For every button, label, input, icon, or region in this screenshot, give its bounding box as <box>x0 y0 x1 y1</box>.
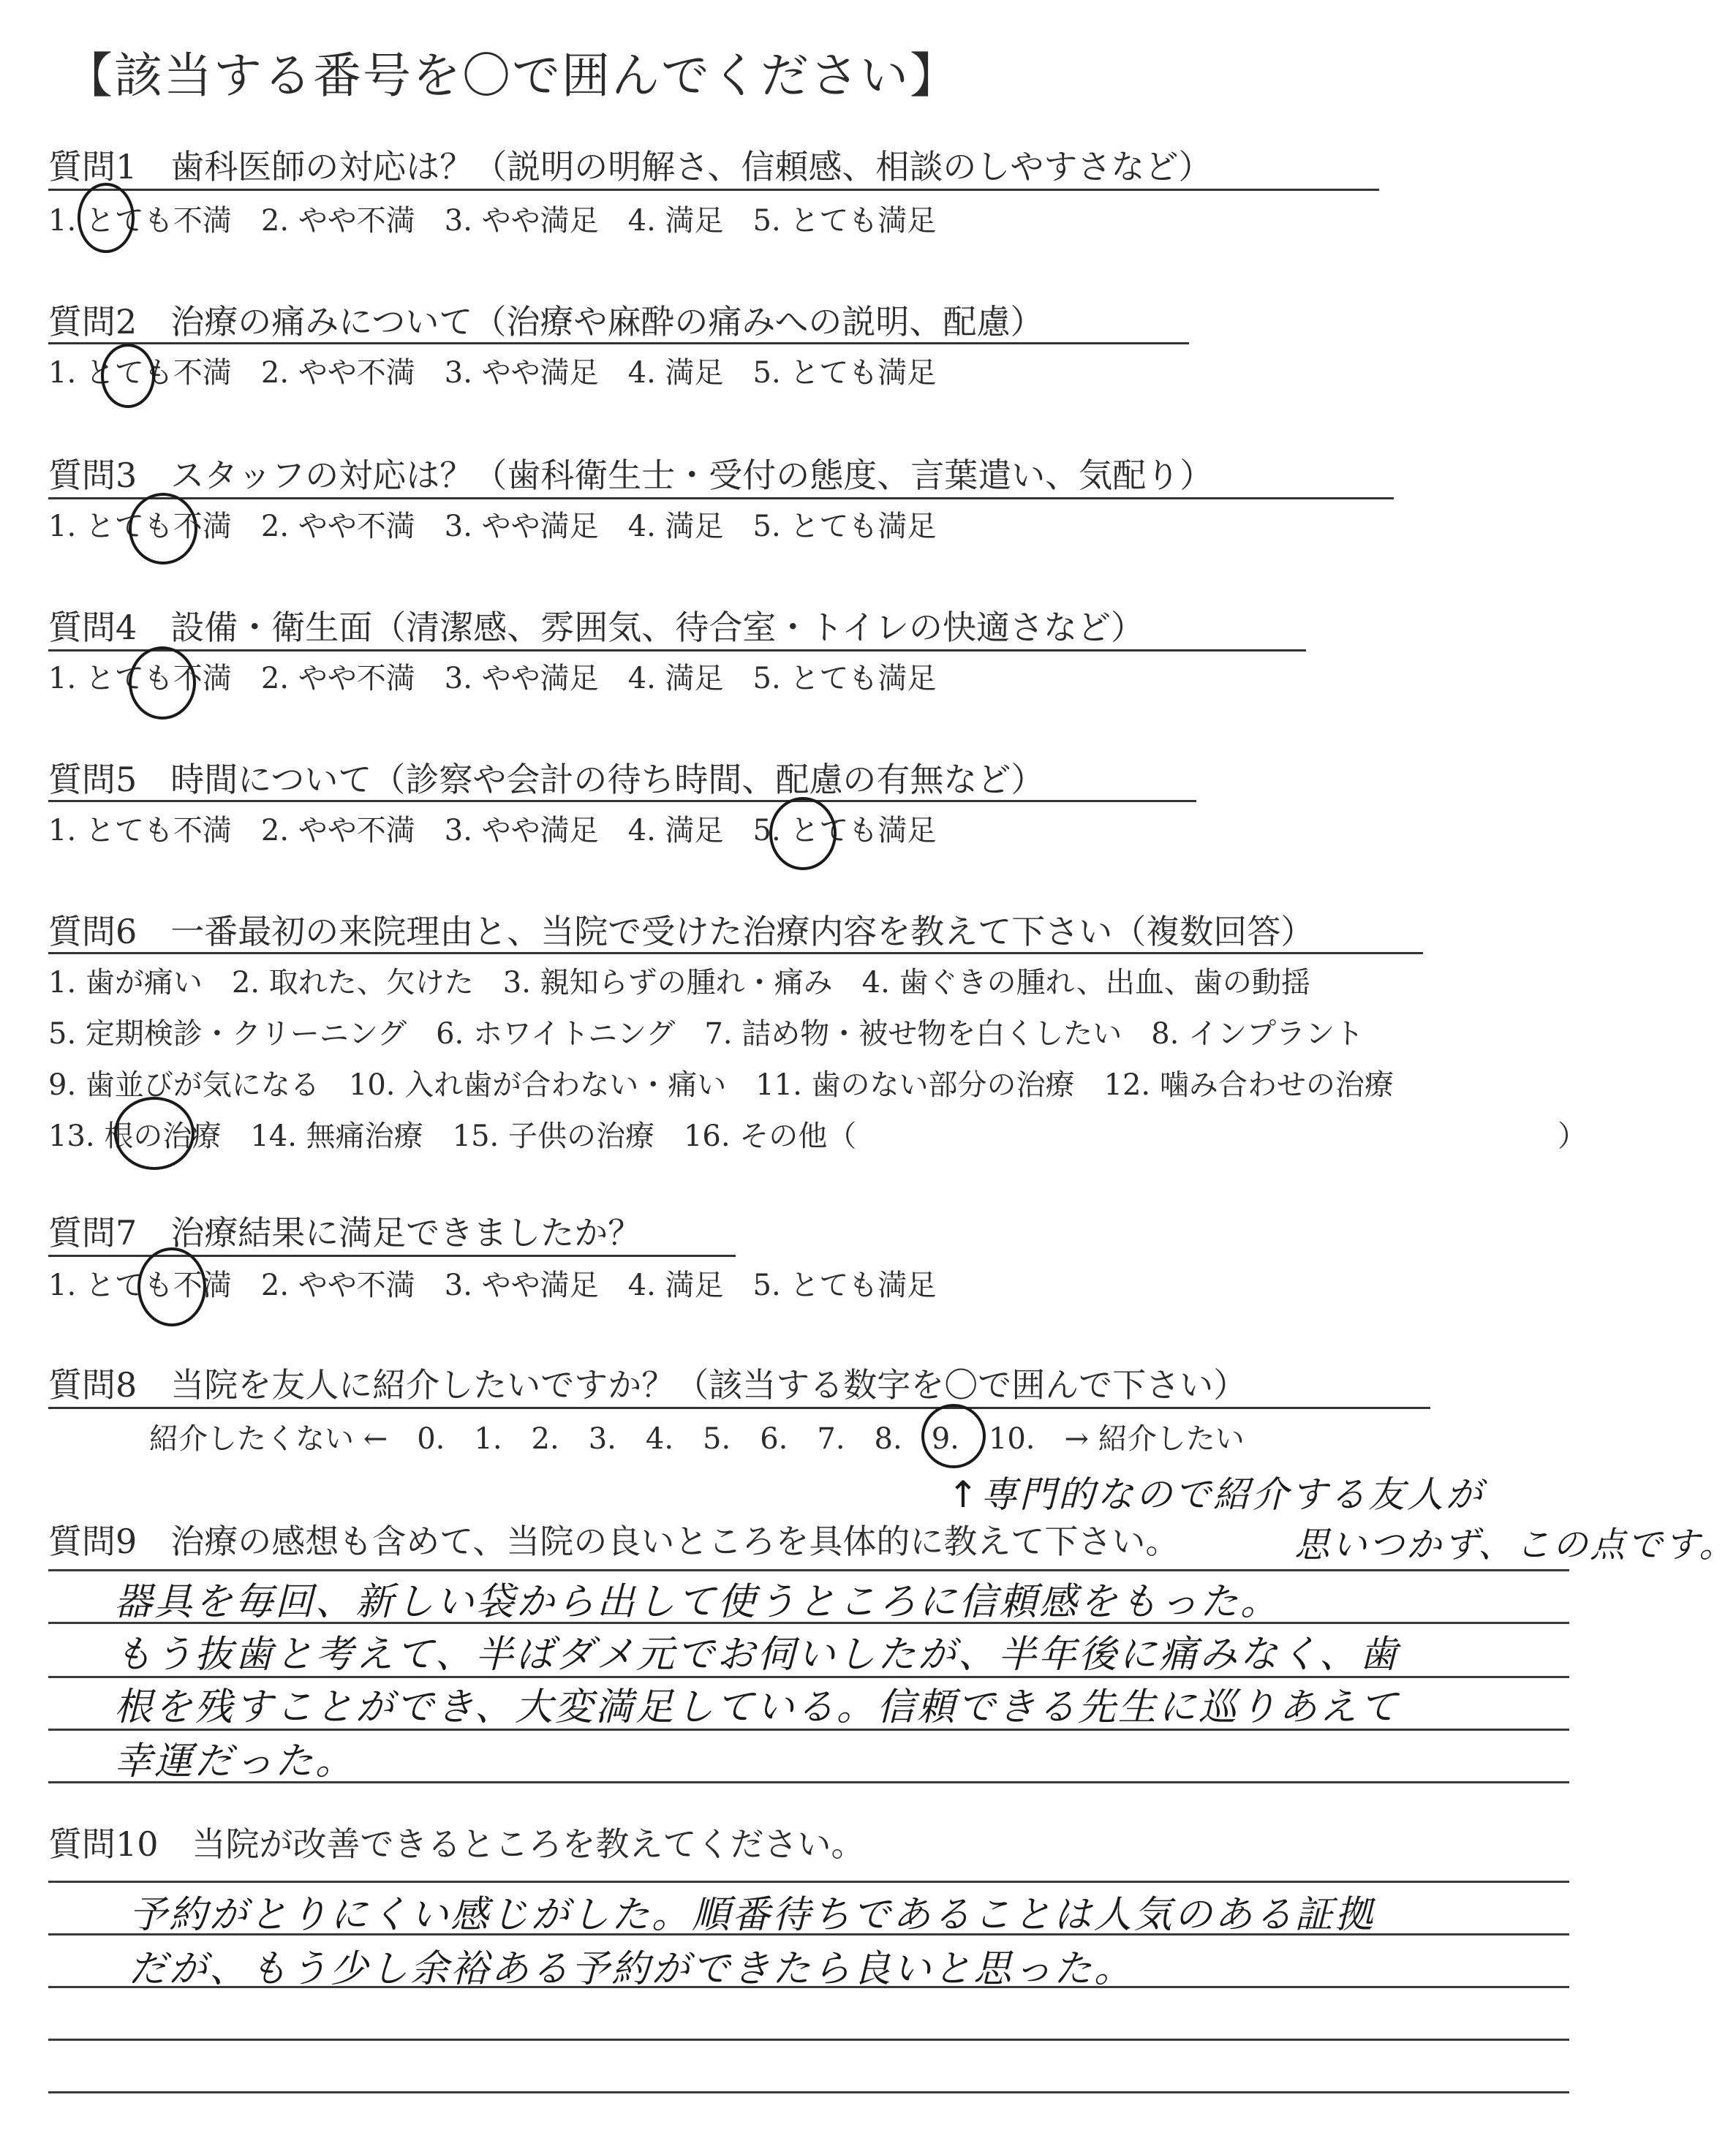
q9-handwriting-line-2: もう抜歯と考えて、半ばダメ元でお伺いしたが、半年後に痛みなく、歯 <box>114 1633 1400 1677</box>
q10-writing-line-1 <box>48 1881 1569 1883</box>
question-1-options: 1. とても不満 2. やや不満 3. やや満足 4. 満足 5. とても満足 <box>48 204 937 238</box>
q10-writing-line-5 <box>48 2091 1569 2093</box>
question-6-option-line-4: 13. 根の治療 14. 無痛治療 15. 子供の治療 16. その他（ <box>48 1119 857 1153</box>
question-5-title: 質問5 時間について（診察や会計の待ち時間、配慮の有無など） <box>48 760 1045 799</box>
question-6-underline <box>48 952 1423 954</box>
question-3-underline <box>48 497 1394 499</box>
q9-handwriting-line-4: 幸運だった。 <box>114 1740 356 1783</box>
q9-handwriting-line-3: 根を残すことができ、大変満足している。信頼できる先生に巡りあえて <box>114 1685 1400 1729</box>
q8-handwritten-note-line-2: 思いつかず、この点です。 <box>1294 1525 1736 1566</box>
q8-handwritten-note-line-1: ↑専門的なので紹介する友人が <box>948 1473 1484 1516</box>
answer-circle-q2 <box>101 344 155 408</box>
q9-handwriting-line-1: 器具を毎回、新しい袋から出して使うところに信頼感をもった。 <box>114 1580 1281 1624</box>
question-6-paren-close: ） <box>1558 1119 1587 1153</box>
answer-circle-q8 <box>921 1404 986 1468</box>
question-2-underline <box>48 342 1189 344</box>
question-9-title: 質問9 治療の感想も含めて、当院の良いところを具体的に教えて下さい。 <box>48 1522 1180 1561</box>
question-1-title: 質問1 歯科医師の対応は？（説明の明解さ、信頼感、相談のしやすさなど） <box>48 147 1212 186</box>
question-8-underline <box>48 1407 1430 1409</box>
answer-circle-q6 <box>114 1097 195 1170</box>
q10-writing-line-4 <box>48 2039 1569 2041</box>
question-3-title: 質問3 スタッフの対応は？（歯科衛生士・受付の態度、言葉遣い、気配り） <box>48 456 1214 495</box>
question-6-option-line-3: 9. 歯並びが気になる 10. 入れ歯が合わない・痛い 11. 歯のない部分の治療 12. 噛み合わせの治療 <box>48 1068 1394 1102</box>
question-5-options: 1. とても不満 2. やや不満 3. やや満足 4. 満足 5. とても満足 <box>48 814 937 847</box>
form-header: 【該当する番号を〇で囲んでください】 <box>64 48 959 104</box>
question-2-title: 質問2 治療の痛みについて（治療や麻酔の痛みへの説明、配慮） <box>48 302 1044 341</box>
question-5-underline <box>48 800 1196 802</box>
question-7-options: 1. とても不満 2. やや不満 3. やや満足 4. 満足 5. とても満足 <box>48 1269 937 1302</box>
question-3-options: 1. とても不満 2. やや不満 3. やや満足 4. 満足 5. とても満足 <box>48 510 937 543</box>
answer-circle-q3 <box>129 493 197 564</box>
question-8-title: 質問8 当院を友人に紹介したいですか？（該当する数字を〇で囲んで下さい） <box>48 1365 1248 1405</box>
question-8-scale: 紹介したくない ← 0. 1. 2. 3. 4. 5. 6. 7. 8. 9. 10. → 紹介したい <box>149 1422 1245 1456</box>
question-1-underline <box>48 189 1379 191</box>
q10-handwriting-line-2: だが、もう少し余裕ある予約ができたら良いと思った。 <box>129 1947 1135 1991</box>
question-6-option-line-2: 5. 定期検診・クリーニング 6. ホワイトニング 7. 詰め物・被せ物を白くしたい 8. インプラント <box>48 1017 1365 1051</box>
question-6-option-line-1: 1. 歯が痛い 2. 取れた、欠けた 3. 親知らずの腫れ・痛み 4. 歯ぐきの腫れ、出血、歯の動揺 <box>48 966 1310 1000</box>
question-7-title: 質問7 治療結果に満足できましたか？ <box>48 1213 642 1253</box>
q10-handwriting-line-1: 予約がとりにくい感じがした。順番待ちであることは人気のある証拠 <box>129 1893 1375 1937</box>
question-10-title: 質問10 当院が改善できるところを教えてください。 <box>48 1824 865 1864</box>
question-6-title: 質問6 一番最初の来院理由と、当院で受けた治療内容を教えて下さい（複数回答） <box>48 912 1315 951</box>
answer-circle-q1 <box>78 183 135 253</box>
question-4-title: 質問4 設備・衛生面（清潔感、雰囲気、待合室・トイレの快適さなど） <box>48 608 1144 647</box>
answer-circle-q5 <box>769 797 837 870</box>
answer-circle-q7 <box>137 1247 206 1326</box>
question-4-options: 1. とても不満 2. やや不満 3. やや満足 4. 満足 5. とても満足 <box>48 662 937 695</box>
answer-circle-q4 <box>129 646 196 720</box>
question-2-options: 1. とても不満 2. やや不満 3. やや満足 4. 満足 5. とても満足 <box>48 356 937 390</box>
question-4-underline <box>48 649 1306 652</box>
